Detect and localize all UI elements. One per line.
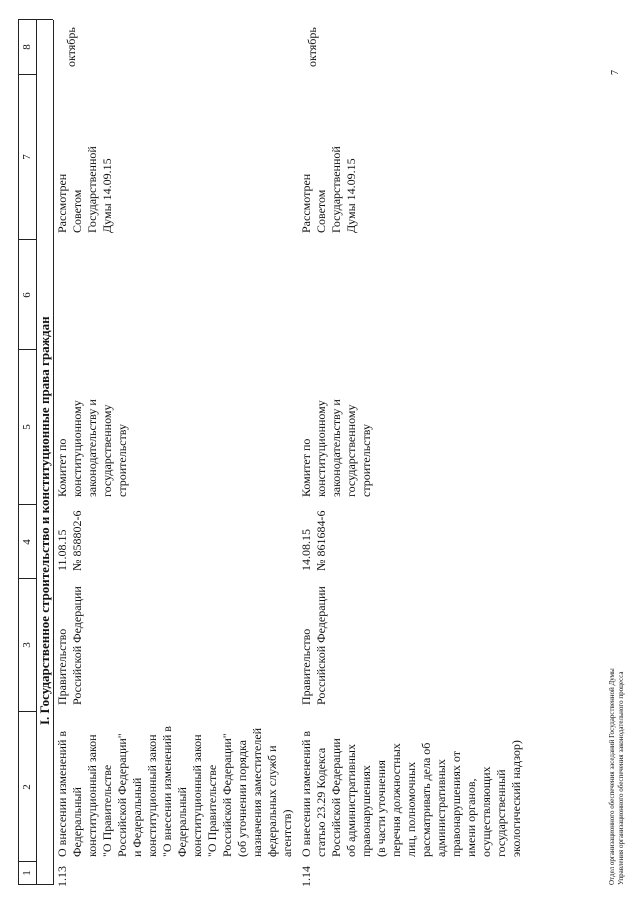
column-number-8: 8 — [21, 44, 33, 50]
col-divider-6 — [18, 239, 36, 240]
row-term: октябрь — [64, 27, 78, 67]
section-title: I. Государственное строительство и конституционные права граждан — [37, 316, 52, 725]
column-number-2: 2 — [21, 784, 33, 790]
col-divider-7 — [18, 74, 36, 75]
col-divider-5 — [18, 349, 36, 350]
document-page: 1 2 3 4 5 6 7 8 I. Государственное строительство и конституционные права граждан 1.13 О внесении изменений в Федеральный конституционный закон "О Правительстве Российской Федерации" и Федеральный конституционный закон "О внесении изменений в Федеральный конституционный закон "О Правительстве Российской Федерации" (об уточнении порядка назначения заместителей федеральных служб и агентств) Правительство Российской Федерации 11.08.15 № 858802-6 Комитет по конституционному законодательству и государственному строительству Рассмотрен Советом Государственной Думы 14.09.15 октябрь 1.14 О внесении изменений в статью 23.29 Кодекса Российской Федерации об административных правонарушениях (в части уточнения перечня должностных лиц, полномочных рассматривать дела об административных правонарушениях от имени органов, осуществляющих государственный экологический надзор) Правительство Российской Федерации 14.08.15 № 861684-6 Комитет по конституционному законодательству и государственному строительству Рассмотрен Советом Государственной Думы 14.09.15 октябрь Отдел организационного обеспечения заседаний Государственной Думы Управления организационного обеспечения законодательного процесса 7 — [0, 0, 640, 905]
col-divider-1 — [18, 861, 36, 862]
section-row-border — [53, 20, 54, 885]
column-number-7: 7 — [21, 154, 33, 160]
column-number-1: 1 — [21, 870, 33, 876]
col-divider-2 — [18, 711, 36, 712]
column-number-3: 3 — [21, 642, 33, 648]
column-number-6: 6 — [21, 292, 33, 298]
table-left-border — [18, 884, 53, 885]
table-top-border — [18, 20, 19, 885]
column-number-4: 4 — [21, 539, 33, 545]
row-number: 1.14 — [299, 866, 313, 887]
row-number: 1.13 — [55, 866, 69, 887]
col-divider-4 — [18, 504, 36, 505]
row-term: октябрь — [305, 27, 319, 67]
table-right-border — [18, 19, 53, 20]
page-number: 7 — [610, 70, 621, 75]
col-divider-3 — [18, 578, 36, 579]
column-number-5: 5 — [21, 424, 33, 430]
